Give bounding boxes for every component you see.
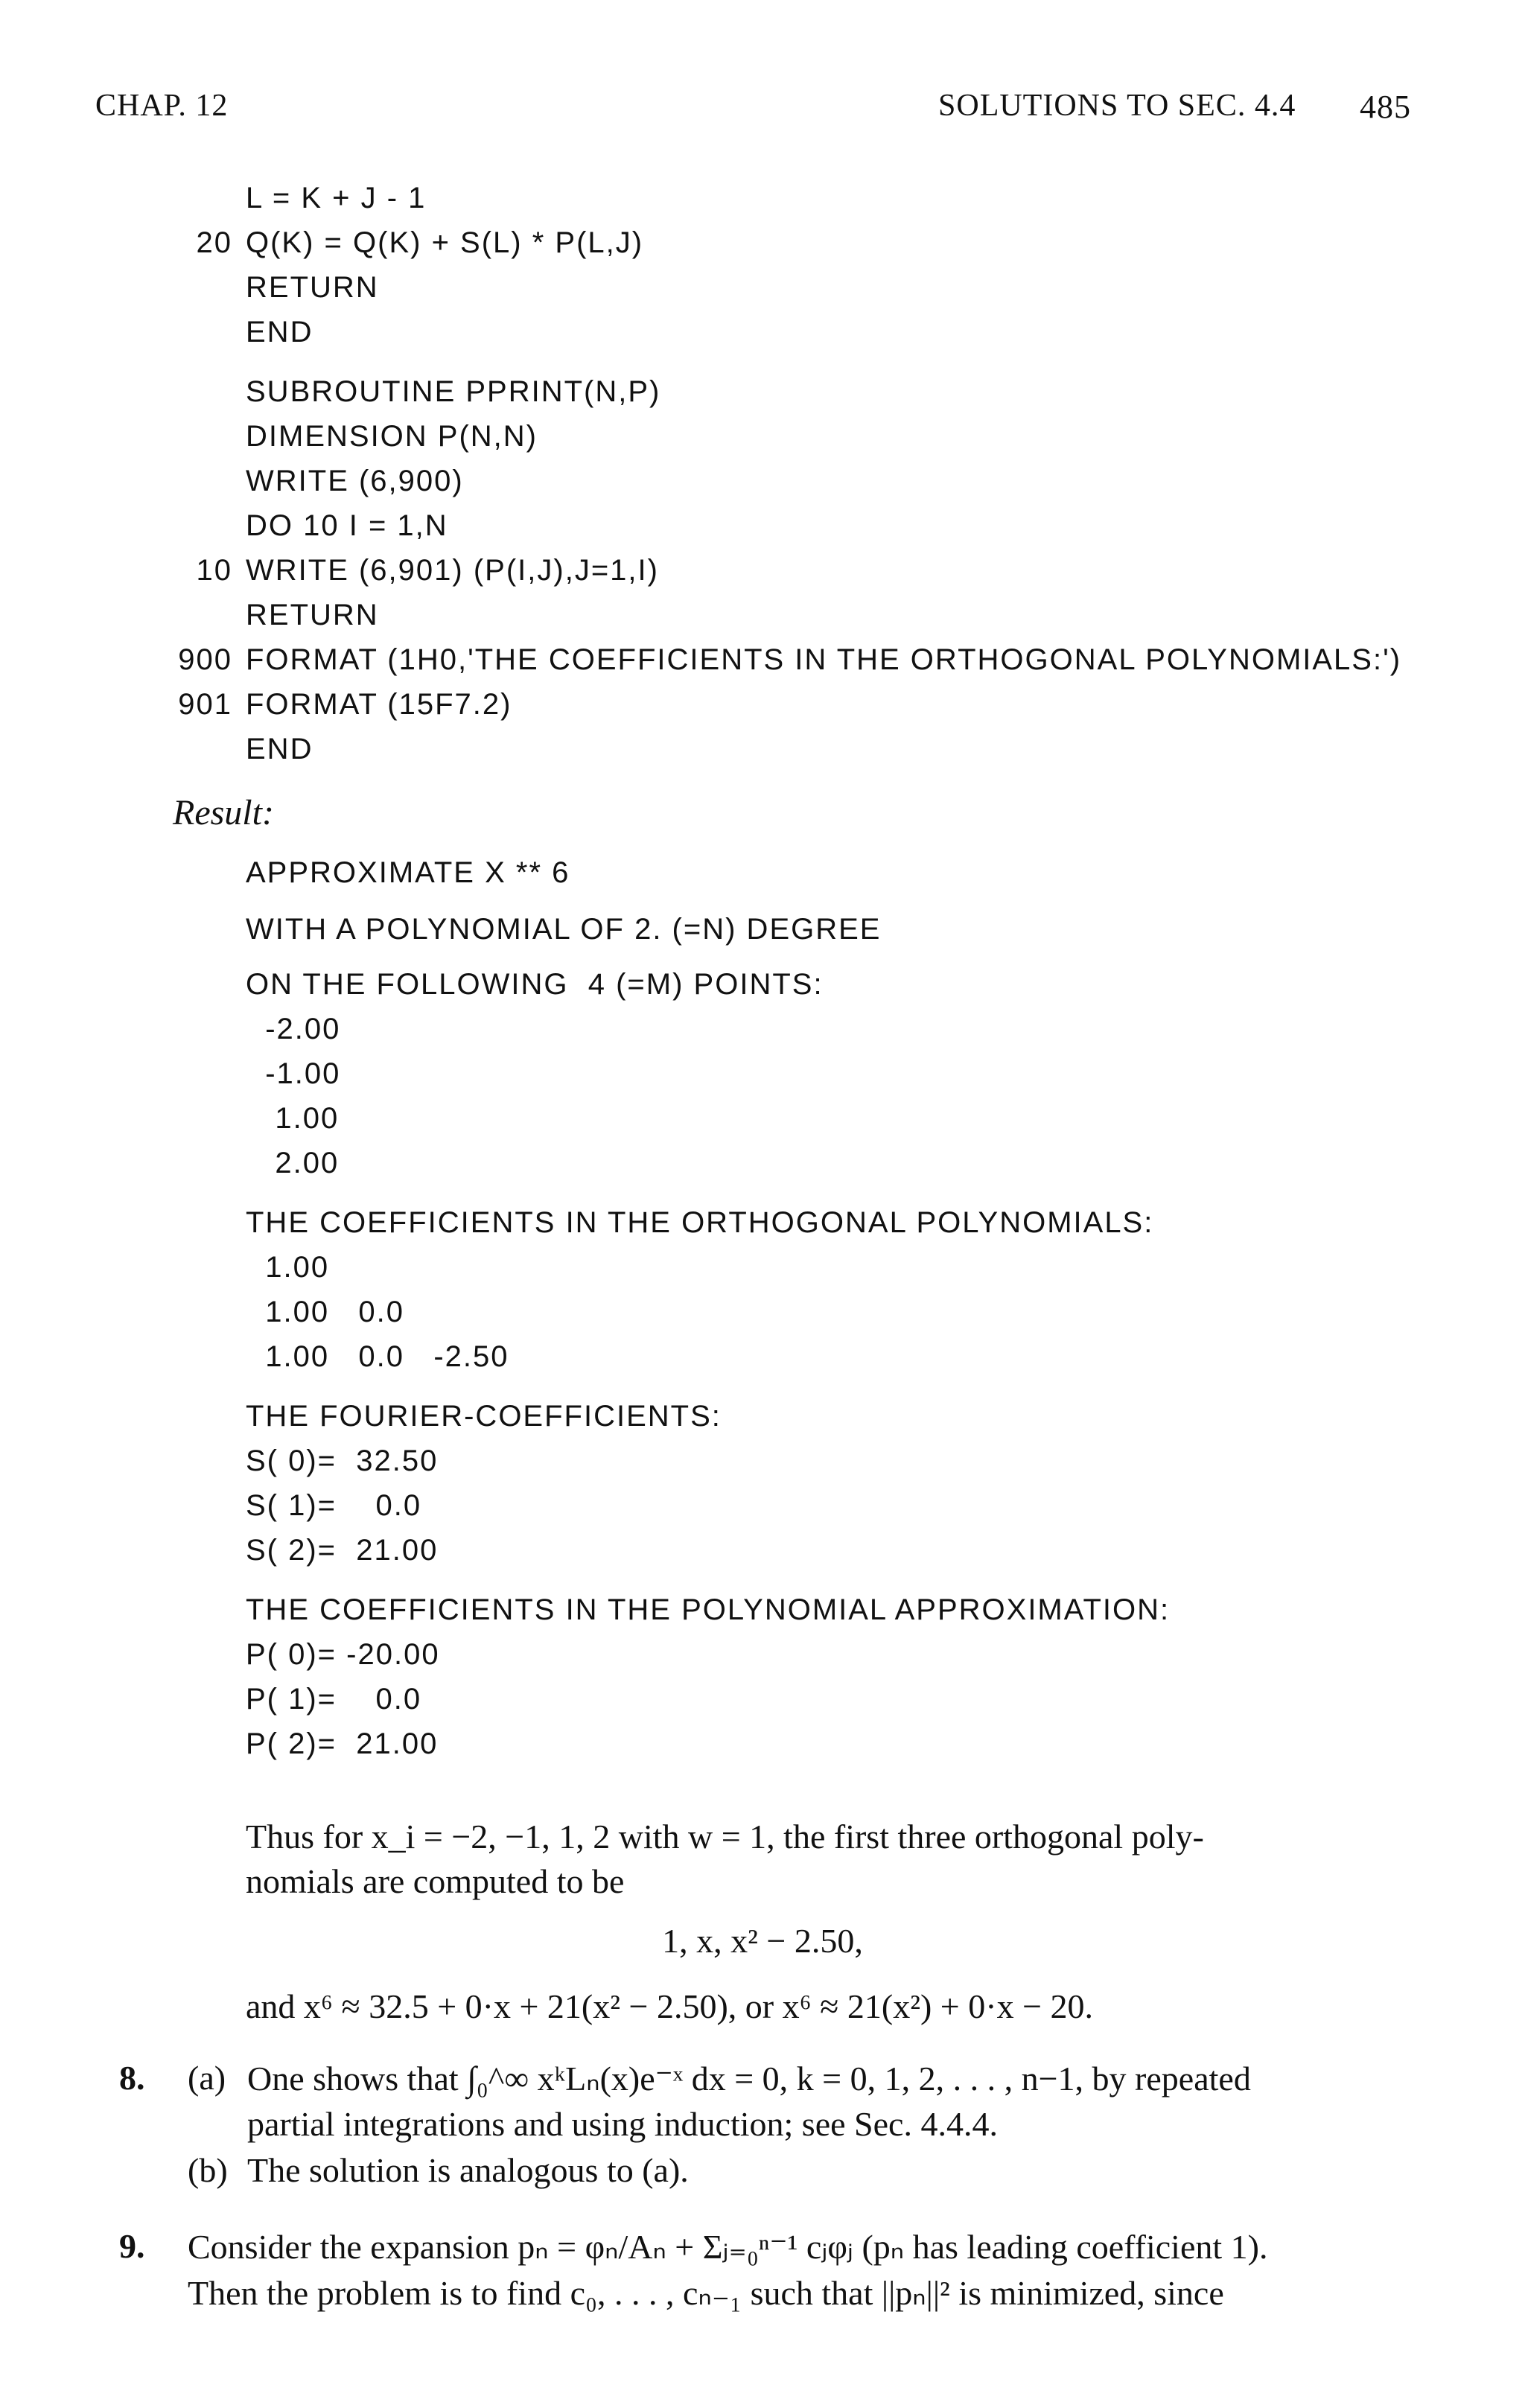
code-line: L = K + J - 1 (246, 182, 427, 214)
item-8a-line-1: One shows that ∫₀^∞ xᵏLₙ(x)e⁻ˣ dx = 0, k = 0, 1, 2, . . . , n−1, by repeated (247, 2060, 1251, 2098)
thus-line-1: Thus for x_i = −2, −1, 1, 2 with w = 1, the first three orthogonal poly- (246, 1818, 1204, 1856)
output-line: P( 2)= 21.00 (246, 1727, 439, 1760)
thus-line-2: nomials are computed to be (246, 1862, 625, 1900)
code-line: Q(K) = Q(K) + S(L) * P(L,J) (246, 226, 644, 259)
output-line: THE FOURIER-COEFFICIENTS: (246, 1400, 722, 1433)
code-line: FORMAT (15F7.2) (246, 688, 512, 721)
item-8a-line-2: partial integrations and using induction; see Sec. 4.4.4. (247, 2105, 998, 2143)
code-line: WRITE (6,900) (246, 465, 464, 497)
item-8a-label: (a) (188, 2059, 226, 2097)
output-line: THE COEFFICIENTS IN THE POLYNOMIAL APPROXIMATION: (246, 1593, 1171, 1626)
item-8-number: 8. (119, 2059, 145, 2097)
item-8b-label: (b) (188, 2151, 228, 2189)
approximation-line: and x⁶ ≈ 32.5 + 0·x + 21(x² − 2.50), or x⁶ ≈ 21(x²) + 0·x − 20. (246, 1987, 1094, 2025)
output-line: P( 0)= -20.00 (246, 1638, 440, 1671)
output-line: S( 1)= 0.0 (246, 1489, 422, 1522)
code-label: 10 (196, 554, 232, 587)
output-line: 1.00 (246, 1251, 330, 1284)
polynomial-list: 1, x, x² − 2.50, (662, 1922, 863, 1960)
code-line: WRITE (6,901) (P(I,J),J=1,I) (246, 554, 659, 587)
code-line: END (246, 316, 313, 348)
code-line: FORMAT (1H0,'THE COEFFICIENTS IN THE ORTHOGONAL POLYNOMIALS:') (246, 643, 1402, 676)
output-line: -1.00 (246, 1057, 341, 1090)
page-number: 485 (1360, 89, 1411, 125)
output-line: -2.00 (246, 1013, 341, 1045)
output-line: 1.00 0.0 (246, 1296, 405, 1328)
output-line: 1.00 (246, 1102, 340, 1135)
output-line: P( 1)= 0.0 (246, 1683, 422, 1716)
chapter-label: CHAP. 12 (95, 89, 229, 123)
code-label: 900 (178, 643, 232, 676)
section-header: SOLUTIONS TO SEC. 4.4 (938, 89, 1296, 123)
item-9-line-1: Consider the expansion pₙ = φₙ/Aₙ + Σⱼ₌₀ⁿ⁻¹ cⱼφⱼ (pₙ has leading coefficient 1). (188, 2228, 1268, 2266)
code-label: 901 (178, 688, 232, 721)
output-line: APPROXIMATE X ** 6 (246, 856, 570, 889)
output-line: S( 2)= 21.00 (246, 1534, 439, 1567)
code-line: DIMENSION P(N,N) (246, 420, 538, 453)
code-line: RETURN (246, 599, 379, 631)
code-line: RETURN (246, 271, 379, 304)
code-line: SUBROUTINE PPRINT(N,P) (246, 375, 661, 408)
output-line: 2.00 (246, 1147, 340, 1179)
output-line: THE COEFFICIENTS IN THE ORTHOGONAL POLYNOMIALS: (246, 1206, 1154, 1239)
code-label: 20 (196, 226, 232, 259)
item-9-line-2: Then the problem is to find c₀, . . . , cₙ₋₁ such that ||pₙ||² is minimized, since (188, 2274, 1224, 2312)
output-line: S( 0)= 32.50 (246, 1445, 439, 1477)
code-line: END (246, 733, 313, 765)
result-label: Result: (173, 793, 274, 832)
output-line: 1.00 0.0 -2.50 (246, 1340, 509, 1373)
output-line: WITH A POLYNOMIAL OF 2. (=N) DEGREE (246, 913, 882, 946)
output-line: ON THE FOLLOWING 4 (=M) POINTS: (246, 968, 824, 1001)
code-line: DO 10 I = 1,N (246, 509, 448, 542)
item-9-number: 9. (119, 2227, 145, 2265)
item-8b-line: The solution is analogous to (a). (247, 2151, 689, 2189)
